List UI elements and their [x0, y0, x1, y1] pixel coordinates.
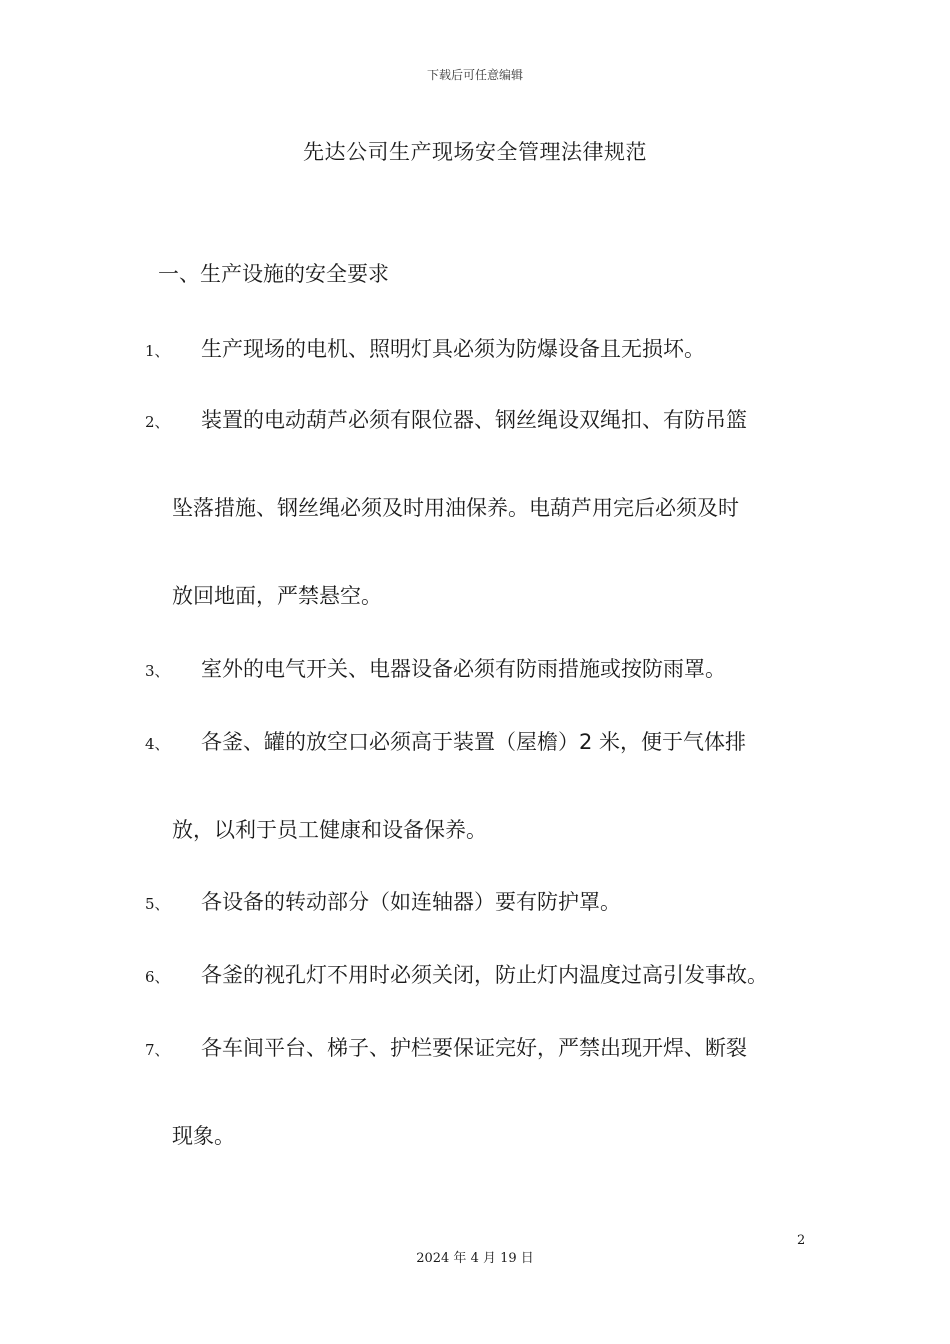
header-note: 下载后可任意编辑 [426, 68, 523, 82]
item-line: 坠落措施、钢丝绳必须及时用油保养。电葫芦用完后必须及时 [172, 496, 739, 520]
item-number: 7、 [145, 1041, 170, 1059]
item-line: 室外的电气开关、电器设备必须有防雨措施或按防雨罩。 [201, 657, 726, 681]
item-line: 生产现场的电机、照明灯具必须为防爆设备且无损坏。 [201, 337, 705, 361]
item-line: 放回地面，严禁悬空。 [172, 584, 382, 608]
item-number: 6、 [145, 968, 170, 986]
item-number: 1、 [145, 342, 170, 360]
item-line: 各设备的转动部分（如连轴器）要有防护罩。 [201, 890, 621, 914]
page-number: 2 [797, 1233, 806, 1248]
item-line: 各车间平台、梯子、护栏要保证完好，严禁出现开焊、断裂 [201, 1036, 747, 1060]
item-line: 装置的电动葫芦必须有限位器、钢丝绳设双绳扣、有防吊篮 [201, 408, 747, 432]
footer-date: 2024 年 4 月 19 日 [416, 1251, 534, 1266]
item-number: 3、 [145, 662, 170, 680]
item-text [172, 1032, 812, 1208]
item-number: 2、 [145, 413, 170, 431]
item-line: 现象。 [172, 1124, 235, 1148]
item-number: 4、 [145, 735, 170, 753]
item-line: 各釜的视孔灯不用时必须关闭，防止灯内温度过高引发事故。 [201, 963, 768, 987]
item-line: 各釜、罐的放空口必须高于装置（屋檐）2 米，便于气体排 [201, 730, 747, 754]
item-line: 放，以利于员工健康和设备保养。 [172, 818, 487, 842]
document-title: 先达公司生产现场安全管理法律规范 [303, 140, 647, 164]
item-number: 5、 [145, 895, 170, 913]
item-text [172, 726, 812, 902]
section-heading: 一、生产设施的安全要求 [158, 262, 389, 286]
item-text [172, 404, 812, 668]
